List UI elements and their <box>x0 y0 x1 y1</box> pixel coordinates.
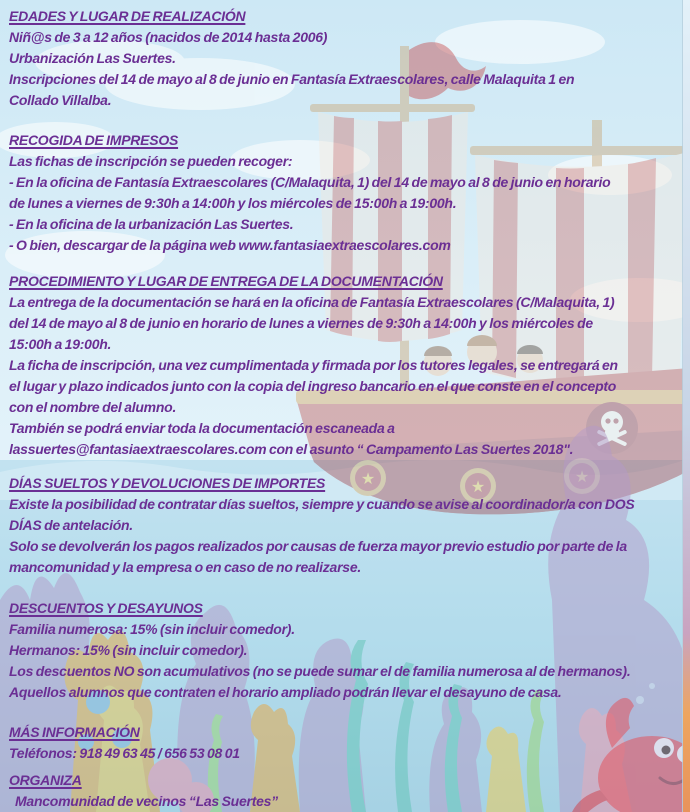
text-line: Hermanos: 15% (sin incluir comedor). <box>9 642 248 658</box>
section-heading-procedimiento: PROCEDIMIENTO Y LUGAR DE ENTREGA DE LA DOCUMENTACIÓN <box>9 273 443 289</box>
organizer-name: Mancomunidad de vecinos “Las Suertes” <box>15 793 278 809</box>
text-line: Niñ@s de 3 a 12 años (nacidos de 2014 hasta 2006) <box>9 29 328 45</box>
section-heading-edades: EDADES Y LUGAR DE REALIZACIÓN <box>9 8 246 24</box>
section-edades <box>9 6 686 111</box>
text-line: Las fichas de inscripción se pueden recoger: <box>9 153 293 169</box>
text-line: - En la oficina de la urbanización Las Suertes. <box>9 216 294 232</box>
text-line: mancomunidad y la empresa o en caso de no realizarse. <box>9 559 362 575</box>
text-line: Existe la posibilidad de contratar días sueltos, siempre y cuando se avise al coordinador/a con DOS <box>9 496 635 512</box>
text-line: Aquellos alumnos que contraten el horario ampliado podrán llevar el desayuno de casa. <box>9 684 562 700</box>
text-line: DÍAS de antelación. <box>9 517 133 533</box>
section-dias-sueltos <box>9 473 686 578</box>
section-heading-dias-sueltos: DÍAS SUELTOS Y DEVOLUCIONES DE IMPORTES <box>9 475 326 491</box>
text-line: 15:00h a 19:00h. <box>9 336 112 352</box>
section-mas-informacion <box>9 722 686 764</box>
section-procedimiento <box>9 271 686 460</box>
text-line: - O bien, descargar de la página web www.fantasiaextraescolares.com <box>9 237 451 253</box>
text-line: También se podrá enviar toda la documentación escaneada a <box>9 420 395 436</box>
text-line: de lunes a viernes de 9:30h a 14:00h y los miércoles de 15:00h a 19:00h. <box>9 195 457 211</box>
text-line: Solo se devolverán los pagos realizados por causas de fuerza mayor previo estudio por parte de la <box>9 538 627 554</box>
section-organiza <box>9 770 686 812</box>
text-line-email: lassuertes@fantasiaextraescolares.com con el asunto “ Campamento Las Suertes 2018". <box>9 441 574 457</box>
section-heading-organiza: ORGANIZA <box>9 772 82 788</box>
section-heading-mas-informacion: MÁS INFORMACIÓN <box>9 724 140 740</box>
text-line: La ficha de inscripción, una vez cumplimentada y firmada por los tutores legales, se entregará en <box>9 357 618 373</box>
svg-text:★: ★ <box>470 479 486 496</box>
section-heading-recogida: RECOGIDA DE IMPRESOS <box>9 132 179 148</box>
text-line: La entrega de la documentación se hará en la oficina de Fantasía Extraescolares (C/Malaquita, 1) <box>9 294 615 310</box>
text-line: - En la oficina de Fantasía Extraescolares (C/Malaquita, 1) del 14 de mayo al 8 de junio en horario <box>9 174 611 190</box>
text-line: Collado Villalba. <box>9 92 112 108</box>
text-line: Urbanización Las Suertes. <box>9 50 176 66</box>
text-line: con el nombre del alumno. <box>9 399 177 415</box>
text-line: Inscripciones del 14 de mayo al 8 de junio en Fantasía Extraescolares, calle Malaquita 1 en <box>9 71 575 87</box>
section-heading-descuentos: DESCUENTOS Y DESAYUNOS <box>9 600 203 616</box>
text-line: Familia numerosa: 15% (sin incluir comedor). <box>9 621 295 637</box>
text-line: del 14 de mayo al 8 de junio en horario de lunes a viernes de 9:30h a 14:00h y los miércoles de <box>9 315 593 331</box>
text-line: el lugar y plazo indicados junto con la copia del ingreso bancario en el que conste en el concepto <box>9 378 617 394</box>
section-recogida <box>9 130 686 256</box>
section-descuentos <box>9 598 686 703</box>
phone-numbers: Teléfonos: 918 49 63 45 / 656 53 08 01 <box>9 745 240 761</box>
svg-text:★: ★ <box>360 471 376 488</box>
text-line: Los descuentos NO son acumulativos (no se puede sumar el de familia numerosa al de hermanos). <box>9 663 631 679</box>
